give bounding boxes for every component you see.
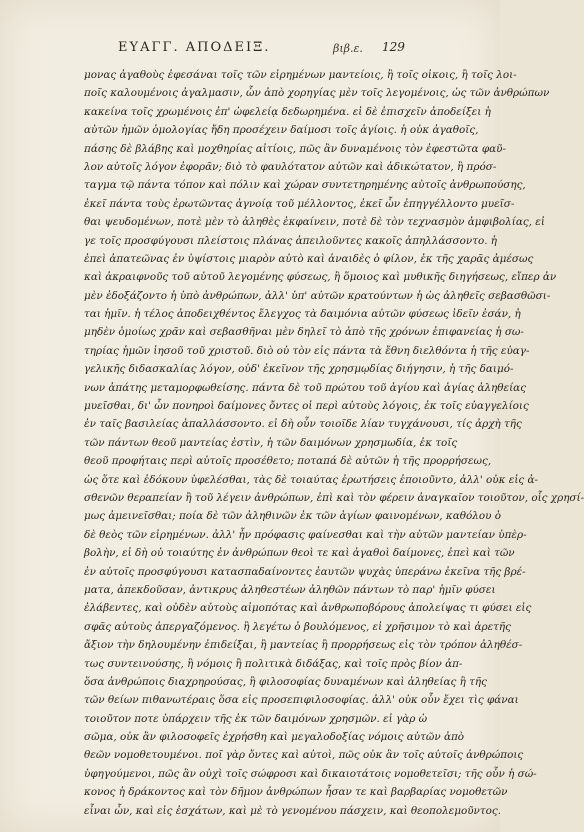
text-line: ὡς ὅτε καὶ ἐδόκουν ὑφελέσθαι, τὰς δὲ τοιαύτας ἐρωτήσεις ἐποιοῦντο, ἀλλ' οὐκ εἰς ἀ- (84, 473, 539, 486)
text-line: τῶν πάντων θεοῦ μαντείας ἐστὶν, ἡ τῶν δαιμόνων χρησμωδία, ἐκ τοῖς (84, 436, 458, 449)
text-line: σφᾶς αὐτοὺς ἀπεργαζόμενος. ἢ λεγέτω ὁ βουλόμενος, εἰ χρῆσιμον τὸ καὶ ἀρετῆς (84, 620, 511, 633)
text-line: νων ἀπάτης μεταμορφωθείσης. πάντα δὲ τοῦ πρώτου τοῦ ἁγίου καὶ ἁγίας ἀληθείας (84, 381, 527, 394)
text-line: μως ἀμεινεῖσθαι; ποία δὲ τῶν ἀληθινῶν ἐκ τῶν ἁγίων φαινομένων, καθόλου ὁ (84, 510, 501, 523)
text-line: γε τοῖς προσφύγουσι πλείστοις πλάνας ἀπειλοῦντες κακοῖς ἀπηλλάσσοντο. ἡ (84, 234, 498, 247)
text-line: ματα, ἀπεκδοῦσαν, ἀντικρυς ἀληθεστέων ἀληθῶν πάντων τὸ παρ' ἡμῖν φύσει (84, 583, 496, 596)
text-line: δὲ θεὸς τῶν εἰρημένων. ἀλλ' ἦν πρόφασις φαίνεσθαι καὶ τὴν αὐτῶν μαντείαν ὑπὲρ- (84, 528, 527, 541)
text-line: τῶν θείων πιθανωτέραις ὅσα εἰς προσεπιφιλοσοφίας. ἀλλ' οὐκ οὖν ἔχει τὶς φάναι (84, 694, 519, 707)
text-line: θαι ψευδομένων, ποτὲ μὲν τὸ ἀληθὲς ἐκφαίνειν, ποτὲ δὲ τὸν τεχνασμὸν ἀμφιβολίας, εἰ (84, 216, 545, 229)
text-line: τως συντεινούσης, ἢ νόμοις ἢ πολιτικὰ διδάξας, καὶ τοῖς πρὸς βίον ἀπ- (84, 657, 463, 670)
text-line: καὶ ἀκραιφνοῦς τοῦ αὐτοῦ λεγομένης φύσεως, ἢ ὅμοιος καὶ μυθικῆς διηγήσεως, εἴπερ ἀν (84, 271, 557, 284)
text-line: πάσης δὲ βλάβης καὶ μοχθηρίας αἰτίοις, πῶς ἂν δυναμένοις τὸν ἐφεστῶτα φαῦ- (84, 142, 506, 155)
text-line: ἐν ταῖς βασιλείας ἀπαλλάσσοντο. εἰ δὴ οὖν τοιοῖδε λίαν τυγχάνουσι, τίς ἀρχὴ τῆς (84, 418, 522, 431)
text-line: σθενῶν θεραπείαν ἢ τοῦ λέγειν ἀνθρώπων, ἐπὶ καὶ τὸν φέρειν ἀναγκαῖον τοιοῦτον, οἷς χρησί- (84, 491, 584, 504)
text-line: ὑφηγούμενοι, πῶς ἂν οὐχὶ τοῖς σώφροσι καὶ δικαιοτάτοις νομοθετεῖσι; τῆς οὖν ἡ σώ- (84, 767, 537, 780)
text-line: μὲν ἐδοξάζοντο ἡ ὑπὸ ἀνθρώπων, ἀλλ' ὑπ' αὐτῶν κρατούντων ἡ ὡς ἀληθεῖς σεβασθῶσι- (84, 289, 551, 302)
body-text (84, 66, 584, 820)
page-number: 129 (382, 40, 405, 54)
text-line: μηδὲν ὁμοίως χρᾶν καὶ σεβασθῆναι μὲν δηλεῖ τὸ ἀπὸ τῆς χρόνων ἐπιφανείας ἡ σω- (84, 326, 524, 339)
running-head-title: ΕΥΑΓΓ. ΑΠΟΔΕΙΞ. (118, 40, 271, 55)
text-line: ἐν αὐτοῖς προσφύγουσι κατασπαδαίνοντες ἑαυτῶν ψυχὰς ὑπεράνω ἐκεῖνα τῆς βρέ- (84, 565, 526, 578)
text-line: αὐτῶν ἡμῶν ὁμολογίας ἤδη προσέχειν δαίμοσι τοῖς ἁγίοις. ἡ οὐκ ἀγαθοῖς, (84, 124, 479, 137)
text-line: εἶναι ὧν, καὶ εἰς ἐσχάτων, καὶ μὲ τὸ γενομένου πάσχειν, καὶ θεοπολεμοῦντος. (84, 804, 502, 817)
text-line: κονος ἡ δράκοντος καὶ τὸν δῆμον ἀνθρώπων ἦσαν τε καὶ βαρβαρίας νομοθετῶν (84, 786, 508, 799)
text-line: βολὴν, εἰ δὴ οὐ τοιαύτης ἐν ἀνθρώπων θεοὶ τε καὶ ἀγαθοὶ δαίμονες, ἐπεὶ καὶ τῶν (84, 547, 515, 560)
text-line: ποῖς καλουμένοις ἀγαλμασιν, ὧν ἀπὸ χορηγίας μὲν τοῖς λεγομένοις, ὡς τῶν ἀνθρώπων (84, 87, 550, 100)
running-head (0, 38, 500, 62)
text-line: γελικῆς διδασκαλίας λόγον, οὐδ' ἐκεῖνον τῆς χρησμῳδίας διήγησιν, ἡ τῆς δαιμό- (84, 363, 514, 376)
text-line: ἐπεὶ ἀπατεῶνας ἐν ὑψίστοις μιαρὸν αὐτὸ καὶ ἀναιδὲς ὁ φίλον, ἐκ τῆς χαρᾶς ἀμέσως (84, 252, 534, 265)
text-line: τοιοῦτον ποτε ὑπάρχειν τῆς ἐκ τῶν δαιμόνων χρησμῶν. εἰ γὰρ ὡ (84, 712, 428, 725)
text-line: ται ἡμῖν. ἡ τέλος ἀποδειχθέντος ἔλεγχος τὰ δαιμόνια αὐτῶν φύσεως ἰδεῖν ἐσάν, ἡ (84, 308, 521, 321)
text-line: ἐλάβεντες, καὶ οὐδὲν αὐτοὺς αἰμοπότας καὶ ἀνθρωποβόρους ἀπολείψας τι φύσει εἰς (84, 602, 532, 615)
text-line: σῶμα, οὐκ ἂν φιλοσοφεῖς ἐχρήσθη καὶ μεγαλοδοξίας νόμοις αὐτῶν ἀπὸ (84, 731, 465, 744)
text-line: ἐκεῖ πάντα τοὺς ἐρωτῶντας ἀγνοίᾳ τοῦ μέλλοντος, ἐκεῖ ὧν ἐπηγγέλλοντο μυεῖσ- (84, 197, 515, 210)
text-line: ἄξιον τὴν δηλουμένην ἐπιδείξαι, ἢ μαντείας ἢ προρρήσεως εἰς τὸν τρόπον ἀληθέσ- (84, 639, 523, 652)
text-line: τηρίας ἡμῶν ἰησοῦ τοῦ χριστοῦ. διὸ οὐ τὸν εἰς πάντα τὰ ἔθνη διελθόντα ἡ τῆς εὐαγ- (84, 344, 530, 357)
text-line: μυεῖσθαι, δι' ὧν πονηροὶ δαίμονες ὄντες οἱ περὶ αὐτοὺς λόγοις, ἐκ τοῖς εὐαγγελίοις (84, 400, 529, 413)
text-line: λον αὐτοῖς λόγον ἐφορᾶν; διὸ τὸ φαυλότατον αὐτῶν καὶ ἀδικώτατον, ἢ πρόσ- (84, 160, 497, 173)
text-line: κακείνα τοῖς χρωμένοις ἐπ' ὠφελείᾳ δεδωρημένα. εἰ δὲ ἐπισχεῖν ἀποδείξει ἡ (84, 105, 491, 118)
text-line: ταγμα τῷ πάντα τόπον καὶ πόλιν καὶ χώραν συντετηρημένης αὐτοῖς ἀνθρωπούσης, (84, 179, 526, 192)
text-line: θεῶν νομοθετουμένοι. ποῖ γὰρ ὄντες καὶ αὐτοὶ, πῶς οὐκ ἂν τοῖς αὐτοῖς ἀνθρώποις (84, 749, 524, 762)
text-line: μονας ἀγαθοὺς ἐφεσάναι τοῖς τῶν εἰρημένων μαντείοις, ἢ τοῖς οἰκοις, ἢ τοῖς λοι- (84, 69, 517, 81)
book-marker: βιβ.ε. (333, 42, 363, 55)
text-line: ὅσα ἀνθρώποις διαχρηρούσας, ἢ φιλοσοφίας δυναμένων καὶ ἀληθείας ἢ τῆς (84, 675, 487, 688)
text-line: θεοῦ προφήταις περὶ αὐτοῖς προσέθετο; ποταπά δὲ αὐτῶν ἡ τῆς προρρήσεως, (84, 455, 492, 468)
